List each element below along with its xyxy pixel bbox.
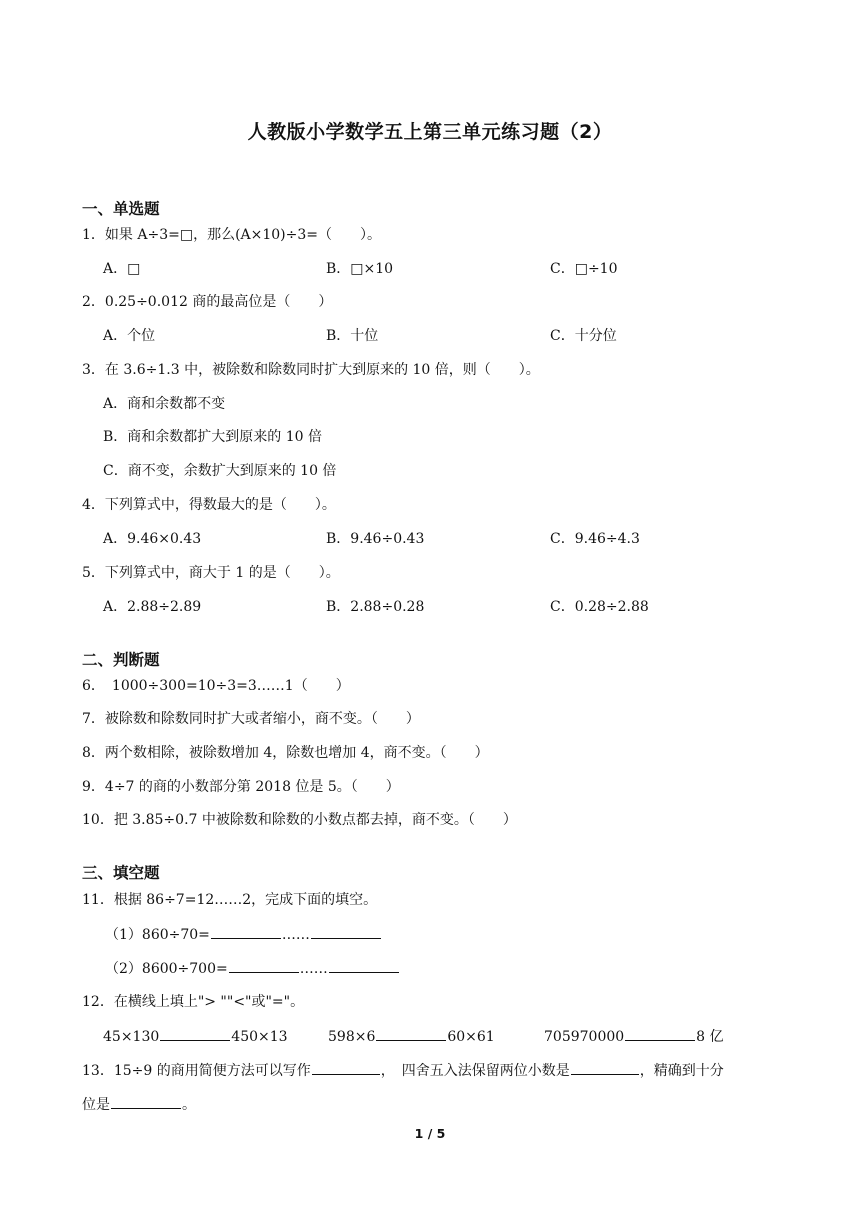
question-11-stem: 11．根据 86÷7=12……2，完成下面的填空。: [82, 892, 378, 908]
question-4-option-c: C．9.46÷4.3: [550, 531, 640, 547]
question-12-comparison-1: [103, 1026, 288, 1047]
question-2-option-b: B．十位: [326, 328, 379, 344]
page-title: 人教版小学数学五上第三单元练习题（2）: [247, 121, 613, 143]
question-8: 8．两个数相除，被除数增加 4，除数也增加 4，商不变。（ ）: [82, 745, 489, 761]
question-13-text: 位是: [82, 1097, 110, 1113]
question-3-option-a: A．商和余数都不变: [103, 396, 226, 412]
question-5-option-c: C．0.28÷2.88: [550, 599, 649, 615]
question-2-stem: 2．0.25÷0.012 商的最高位是（ ）: [82, 294, 333, 310]
answer-blank[interactable]: [160, 1026, 230, 1041]
question-10: 10．把 3.85÷0.7 中被除数和除数的小数点都去掉，商不变。（ ）: [82, 812, 517, 828]
answer-blank[interactable]: [211, 924, 281, 939]
question-12-comparison-3: [544, 1026, 724, 1047]
section-heading-fill-blank: 三、填空题: [82, 864, 160, 882]
question-11-part-1: [105, 924, 382, 945]
question-4-option-b: B．9.46÷0.43: [326, 531, 425, 547]
answer-blank[interactable]: [111, 1094, 181, 1109]
question-13-text: 13．15÷9 的商用简便方法可以写作: [82, 1063, 311, 1079]
question-5-stem: 5．下列算式中，商大于 1 的是（ ）。: [82, 565, 340, 581]
question-1-stem: 1．如果 A÷3=□，那么(A×10)÷3=（ ）。: [82, 227, 382, 243]
comparison-right: 450×13: [231, 1029, 288, 1045]
question-5-option-b: B．2.88÷0.28: [326, 599, 425, 615]
question-11-part-1-expression: （1）860÷70=: [105, 927, 210, 943]
question-2-option-a: A．个位: [103, 328, 156, 344]
answer-blank[interactable]: [571, 1060, 639, 1075]
comparison-left: 598×6: [328, 1029, 376, 1045]
question-11-part-2-expression: （2）8600÷700=: [105, 961, 228, 977]
question-3-option-c: C．商不变，余数扩大到原来的 10 倍: [103, 463, 337, 479]
question-13-line-2: [82, 1094, 196, 1115]
question-11-part-2: [105, 958, 400, 979]
answer-blank[interactable]: [625, 1026, 695, 1041]
question-13-text: 。: [182, 1097, 196, 1113]
answer-blank[interactable]: [376, 1026, 446, 1041]
comparison-right: 60×61: [447, 1029, 495, 1045]
answer-blank[interactable]: [311, 924, 381, 939]
question-3-stem: 3．在 3.6÷1.3 中，被除数和除数同时扩大到原来的 10 倍，则（ ）。: [82, 362, 540, 378]
question-2-option-c: C．十分位: [550, 328, 617, 344]
page-number: 1 / 5: [414, 1126, 446, 1141]
remainder-dots: ……: [299, 961, 328, 977]
answer-blank[interactable]: [329, 958, 399, 973]
comparison-left: 45×130: [103, 1029, 160, 1045]
comparison-left: 705970000: [544, 1029, 625, 1045]
question-5-option-a: A．2.88÷2.89: [103, 599, 202, 615]
answer-blank[interactable]: [312, 1060, 380, 1075]
question-9: 9．4÷7 的商的小数部分第 2018 位是 5。（ ）: [82, 779, 400, 795]
question-4-option-a: A．9.46×0.43: [103, 531, 202, 547]
section-heading-single-choice: 一、单选题: [82, 200, 160, 218]
question-13-text: ，精确到十分: [639, 1063, 724, 1079]
question-1-option-c: C．□÷10: [550, 261, 618, 277]
question-7: 7．被除数和除数同时扩大或者缩小，商不变。（ ）: [82, 711, 420, 727]
question-12-stem: 12．在横线上填上"> ""<"或"="。: [82, 994, 305, 1010]
question-3-option-b: B．商和余数都扩大到原来的 10 倍: [103, 429, 323, 445]
question-1-option-b: B．□×10: [326, 261, 394, 277]
section-heading-true-false: 二、判断题: [82, 651, 160, 669]
answer-blank[interactable]: [229, 958, 299, 973]
question-4-stem: 4．下列算式中，得数最大的是（ ）。: [82, 497, 336, 513]
question-12-comparison-2: [328, 1026, 495, 1047]
question-13-line-1: [82, 1060, 724, 1081]
question-1-option-a: A．□: [103, 261, 141, 277]
comparison-right: 8 亿: [696, 1029, 724, 1045]
question-6: 6． 1000÷300=10÷3=3……1（ ）: [82, 678, 350, 694]
question-13-text: ， 四舍五入法保留两位小数是: [380, 1063, 570, 1079]
remainder-dots: ……: [281, 927, 310, 943]
